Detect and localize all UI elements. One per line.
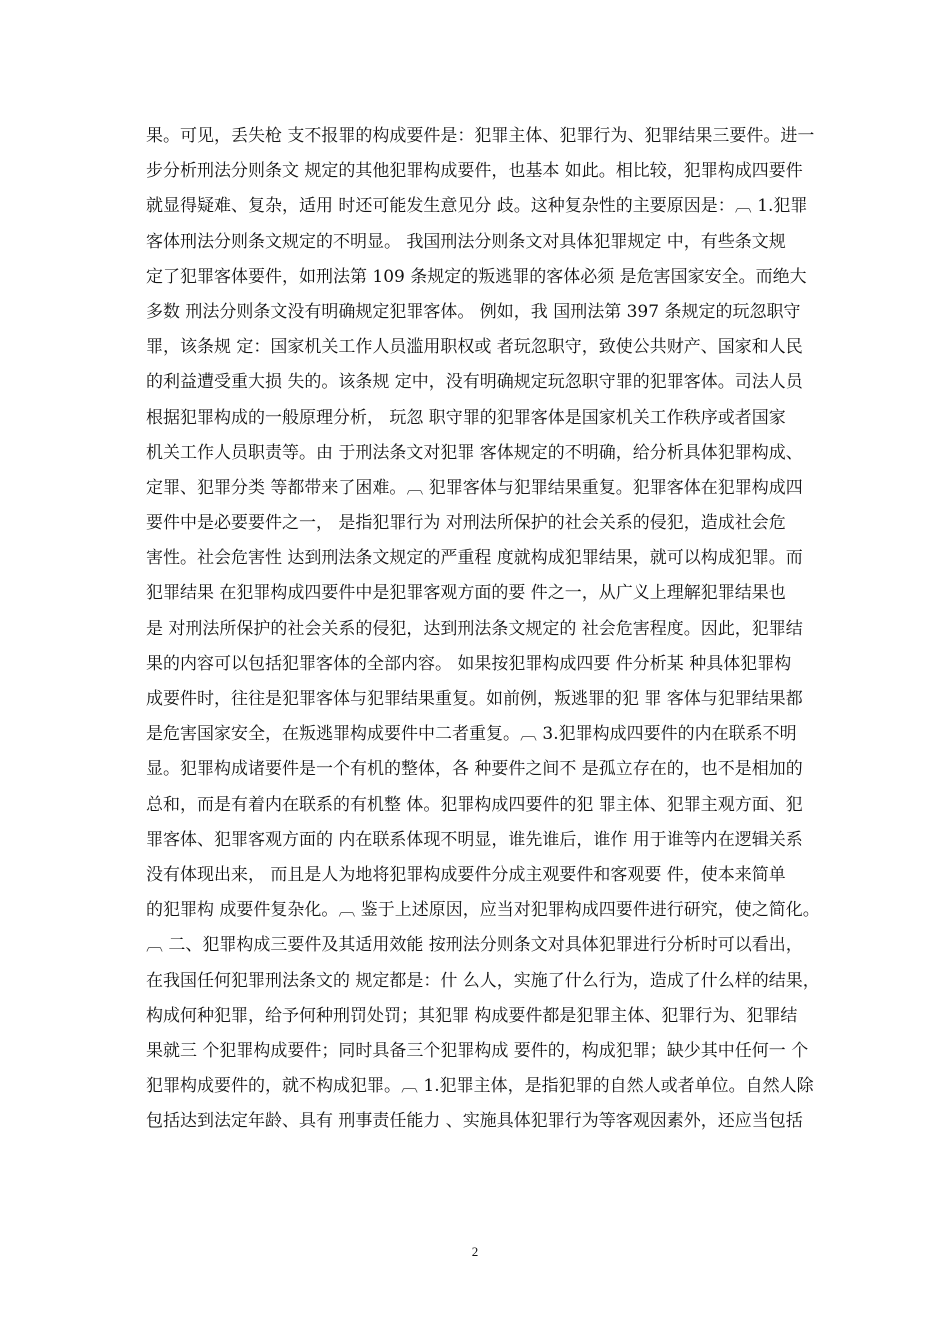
text-line: 罪，该条规 定：国家机关工作人员滥用职权或 者玩忽职守，致使公共财产、国家和人民 bbox=[146, 337, 803, 358]
text-line: 果就三 个犯罪构成要件；同时具备三个犯罪构成 要件的，构成犯罪；缺少其中任何一 个 bbox=[146, 1040, 809, 1061]
text-line: 包括达到法定年龄、具有 刑事责任能力 、实施具体犯罪行为等客观因素外，还应当包括 bbox=[146, 1111, 803, 1132]
text-line: 定罪、犯罪分类 等都带来了困难。︹ 犯罪客体与犯罪结果重复。犯罪客体在犯罪构成四 bbox=[146, 477, 803, 498]
text-line: 没有体现出来， 而且是人为地将犯罪构成要件分成主观要件和客观要 件，使本来简单 bbox=[146, 864, 786, 885]
text-line: 总和，而是有着内在联系的有机整 体。犯罪构成四要件的犯 罪主体、犯罪主观方面、犯 bbox=[146, 794, 803, 815]
page-number: 2 bbox=[471, 1244, 479, 1259]
text-line: 显。犯罪构成诸要件是一个有机的整体，各 种要件之间不 是孤立存在的，也不是相加的 bbox=[146, 759, 803, 780]
body-text bbox=[146, 119, 876, 1139]
text-line: 害性。社会危害性 达到刑法条文规定的严重程 度就构成犯罪结果，就可以构成犯罪。而 bbox=[146, 548, 803, 569]
text-line: 定了犯罪客体要件，如刑法第 109 条规定的叛逃罪的客体必须 是危害国家安全。而绝大 bbox=[146, 266, 807, 287]
text-line: 步分析刑法分则条文 规定的其他犯罪构成要件，也基本 如此。相比较，犯罪构成四要件 bbox=[146, 161, 803, 182]
text-line: ︹ 二、犯罪构成三要件及其适用效能 按刑法分则条文对具体犯罪进行分析时可以看出， bbox=[146, 935, 803, 956]
text-line: 罪客体、犯罪客观方面的 内在联系体现不明显，谁先谁后，谁作 用于谁等内在逻辑关系 bbox=[146, 829, 803, 850]
text-line: 是 对刑法所保护的社会关系的侵犯，达到刑法条文规定的 社会危害程度。因此，犯罪结 bbox=[146, 618, 803, 639]
text-line: 客体刑法分则条文规定的不明显。 我国刑法分则条文对具体犯罪规定 中，有些条文规 bbox=[146, 231, 786, 252]
text-line: 成要件时，往往是犯罪客体与犯罪结果重复。如前例，叛逃罪的犯 罪 客体与犯罪结果都 bbox=[146, 689, 803, 709]
text-line: 犯罪结果 在犯罪构成四要件中是犯罪客观方面的要 件之一，从广义上理解犯罪结果也 bbox=[146, 583, 786, 604]
text-line: 是危害国家安全，在叛逃罪构成要件中二者重复。︹ 3.犯罪构成四要件的内在联系不明 bbox=[146, 724, 797, 745]
text-line: 构成何种犯罪，给予何种刑罚处罚；其犯罪 构成要件都是犯罪主体、犯罪行为、犯罪结 bbox=[146, 1005, 798, 1026]
text-line: 的利益遭受重大损 失的。该条规 定中，没有明确规定玩忽职守罪的犯罪客体。司法人员 bbox=[146, 372, 803, 393]
text-line: 果。可见，丢失枪 支不报罪的构成要件是：犯罪主体、犯罪行为、犯罪结果三要件。进一 bbox=[146, 126, 815, 146]
text-line: 要件中是必要要件之一， 是指犯罪行为 对刑法所保护的社会关系的侵犯，造成社会危 bbox=[146, 513, 786, 534]
text-line: 就显得疑难、复杂，适用 时还可能发生意见分 歧。这种复杂性的主要原因是：︹ 1.犯罪 bbox=[146, 196, 808, 217]
text-line: 在我国任何犯罪刑法条文的 规定都是：什 么人，实施了什么行为，造成了什么样的结果， bbox=[146, 970, 820, 991]
text-line: 果的内容可以包括犯罪客体的全部内容。 如果按犯罪构成四要 件分析某 种具体犯罪构 bbox=[146, 653, 792, 674]
text-line: 的犯罪构 成要件复杂化。︹ 鉴于上述原因，应当对犯罪构成四要件进行研究，使之简化。 bbox=[146, 900, 820, 921]
text-line: 多数 刑法分则条文没有明确规定犯罪客体。 例如，我 国刑法第 397 条规定的玩忽职守 bbox=[146, 301, 801, 322]
text-line: 机关工作人员职责等。由 于刑法条文对犯罪 客体规定的不明确，给分析具体犯罪构成、 bbox=[146, 442, 803, 463]
text-line: 根据犯罪构成的一般原理分析， 玩忽 职守罪的犯罪客体是国家机关工作秩序或者国家 bbox=[146, 407, 786, 428]
text-line: 犯罪构成要件的，就不构成犯罪。︹ 1.犯罪主体，是指犯罪的自然人或者单位。自然人除 bbox=[146, 1076, 814, 1097]
